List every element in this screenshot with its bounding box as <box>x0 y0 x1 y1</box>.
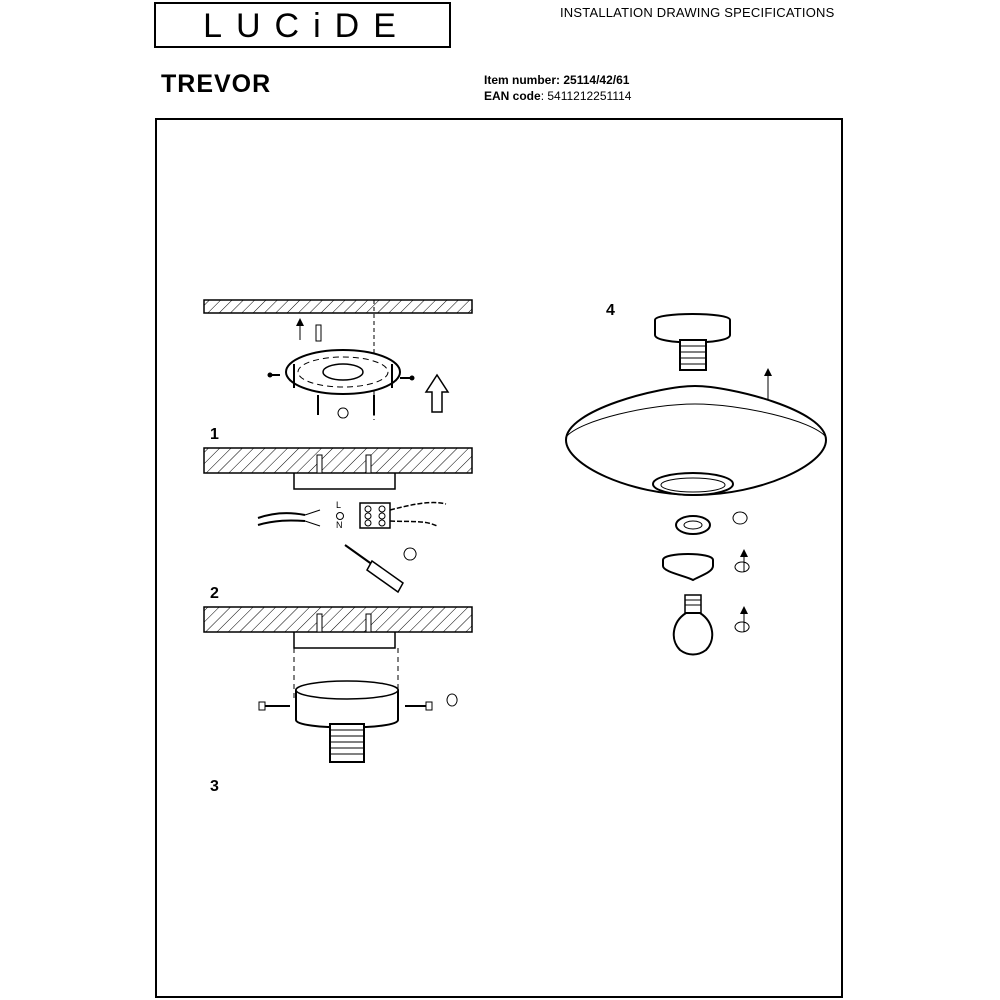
ceiling-slab <box>204 448 472 473</box>
step-4-drawing <box>566 314 826 655</box>
item-number-label: Item number: <box>484 73 561 87</box>
step-1-number: 1 <box>210 426 219 443</box>
lampholder-cover <box>663 554 713 580</box>
rotate-icon <box>733 512 747 524</box>
bracket-center-hole <box>323 364 363 380</box>
ceiling-canopy <box>655 314 730 343</box>
big-up-arrow-icon <box>426 375 448 412</box>
ean-code-value: : 5411212251114 <box>540 89 632 103</box>
screwdriver-icon <box>345 545 373 565</box>
step-3-drawing <box>204 607 472 762</box>
bracket-side-view <box>294 473 395 489</box>
neutral-label: N <box>336 520 343 530</box>
step-3-number: 3 <box>210 778 219 795</box>
rotate-icon <box>338 408 348 418</box>
step-2-number: 2 <box>210 585 219 602</box>
brand-logo-text: LUCiDE <box>203 7 410 45</box>
supply-cable <box>258 513 305 518</box>
ceiling-slab <box>204 607 472 632</box>
document-title: INSTALLATION DRAWING SPECIFICATIONS <box>560 5 835 20</box>
light-bulb-base <box>685 595 701 613</box>
rotate-icon <box>735 562 749 572</box>
ean-code-label: EAN code <box>484 89 541 103</box>
ring-nut <box>676 516 710 534</box>
rotate-icon <box>447 694 457 706</box>
threaded-tube <box>680 340 706 370</box>
step-1-drawing <box>204 300 472 420</box>
live-label: L <box>336 500 342 510</box>
light-bulb <box>674 613 713 655</box>
lamp-wire <box>390 503 446 510</box>
wall-plug-icon <box>316 325 321 341</box>
terminal-block <box>360 503 390 528</box>
rotate-icon <box>735 622 749 632</box>
product-name: TREVOR <box>161 70 272 98</box>
ceiling-slab <box>204 300 472 313</box>
item-number-value: 25114/42/61 <box>563 73 630 87</box>
step-4-number: 4 <box>606 302 615 319</box>
earth-icon <box>337 513 344 520</box>
rotate-icon <box>404 548 416 560</box>
